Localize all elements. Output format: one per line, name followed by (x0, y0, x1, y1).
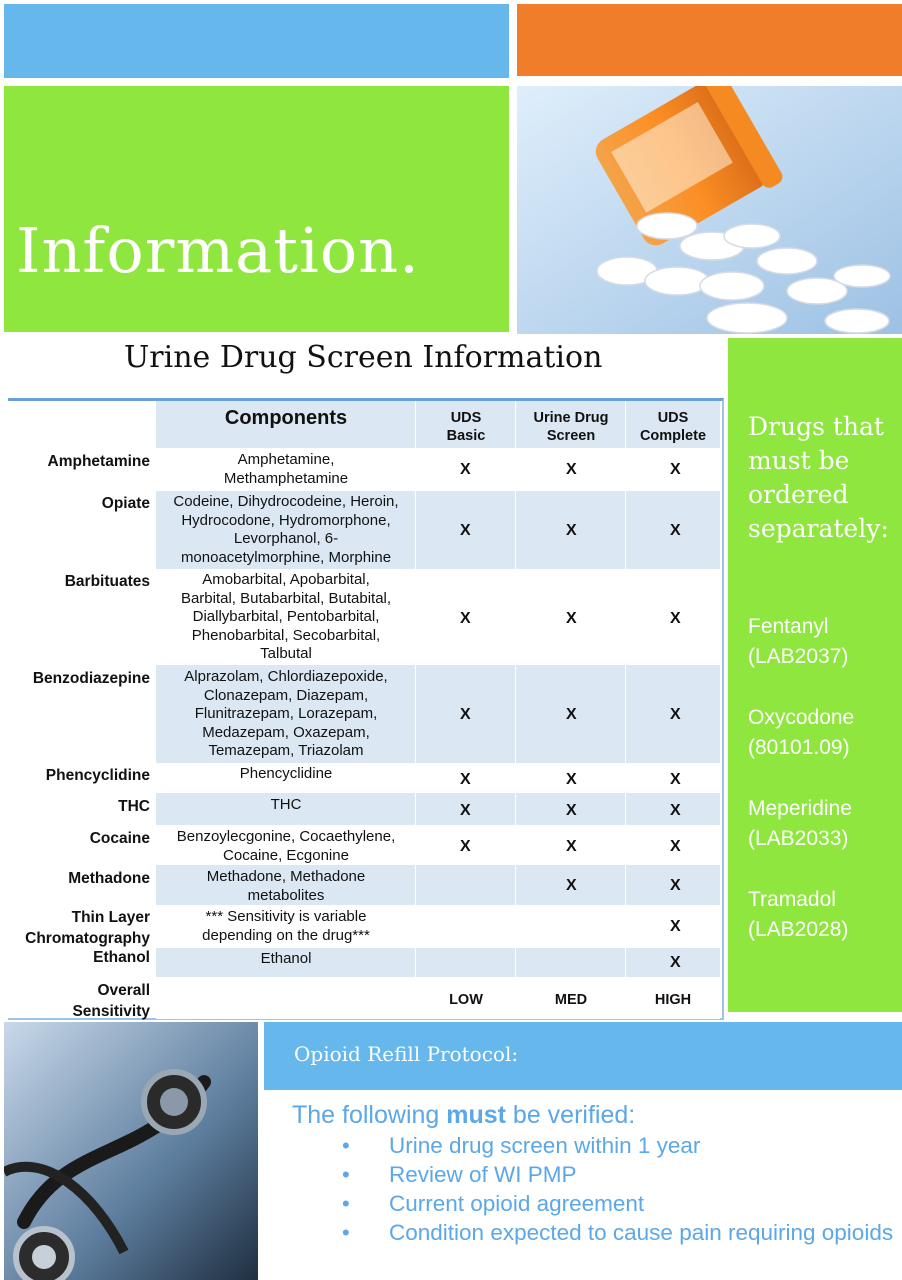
header-uds-basic: UDS Basic (446, 410, 486, 444)
row-components: THC (270, 796, 302, 813)
check-complete: X (670, 954, 681, 971)
check-complete: X (670, 802, 681, 819)
drug-name: Tramadol (748, 888, 836, 911)
verify-heading-post: be verified: (505, 1101, 636, 1129)
check-complete: X (670, 610, 681, 627)
header-urine-drug-screen: Urine Drug Screen (533, 410, 609, 444)
verify-item: Current opioid agreement (389, 1191, 645, 1216)
row-components: Methadone, Methadone metabolites (206, 868, 366, 904)
row-label: Benzodiazepine (32, 670, 150, 687)
check-basic: X (460, 838, 471, 855)
check-complete: X (670, 461, 681, 478)
verify-item: Urine drug screen within 1 year (389, 1133, 701, 1158)
check-complete: X (670, 838, 681, 855)
check-basic: X (460, 802, 471, 819)
verify-heading-pre: The following (292, 1101, 447, 1129)
drug-code: (80101.09) (748, 736, 850, 759)
check-screen: X (566, 461, 577, 478)
sensitivity-screen: MED (554, 992, 588, 1008)
row-components: Phencyclidine (239, 765, 333, 782)
row-label: Barbituates (64, 573, 150, 590)
drug-name: Fentanyl (748, 615, 829, 638)
row-label: Amphetamine (47, 453, 150, 470)
check-complete: X (670, 877, 681, 894)
check-screen: X (566, 802, 577, 819)
check-basic: X (460, 461, 471, 478)
row-components: Ethanol (260, 950, 312, 967)
verify-heading-bold: must (446, 1101, 506, 1129)
pill-bottle-photo (517, 86, 902, 334)
row-label: THC (118, 798, 150, 815)
bullet-dot: • (342, 1220, 350, 1245)
stethoscope-photo (4, 1022, 258, 1280)
drug-code: (LAB2033) (748, 827, 849, 850)
row-label: Ethanol (93, 949, 150, 966)
check-complete: X (670, 522, 681, 539)
row-components: Amobarbital, Apobarbital, Barbital, Butabarbital, Butabital, Diallybarbital, Pentobarbital, Phenobarbital, Secobarbital, Talbutal (180, 571, 392, 662)
check-basic: X (460, 771, 471, 788)
column-divider (625, 401, 626, 1019)
top-blue-banner (4, 4, 509, 78)
check-basic: X (460, 706, 471, 723)
row-label: Phencyclidine (45, 767, 150, 784)
check-screen: X (566, 838, 577, 855)
column-divider (515, 401, 516, 1019)
drug-item (748, 885, 848, 945)
top-orange-banner (517, 4, 902, 76)
drug-item (748, 794, 852, 854)
drug-item (748, 612, 848, 672)
row-label: Methadone (68, 870, 150, 887)
row-components: Benzoylecgonine, Cocaethylene, Cocaine, Ecgonine (176, 828, 396, 864)
row-components: Amphetamine, Methamphetamine (223, 451, 349, 487)
drug-code: (LAB2037) (748, 645, 849, 668)
check-screen: X (566, 771, 577, 788)
row-components: Codeine, Dihydrocodeine, Heroin, Hydrocodone, Hydromorphone, Levorphanol, 6- monoacetylmorphine, Morphine (173, 493, 399, 566)
check-basic: X (460, 522, 471, 539)
header-uds-complete: UDS Complete (639, 410, 707, 444)
check-complete: X (670, 706, 681, 723)
separate-order-title: Drugs that must be ordered separately: (748, 412, 889, 543)
sensitivity-complete: HIGH (654, 992, 692, 1008)
sensitivity-basic: LOW (449, 992, 483, 1008)
drug-name: Oxycodone (748, 706, 855, 729)
drug-name: Meperidine (748, 797, 852, 820)
uds-title: Urine Drug Screen Information (124, 340, 603, 375)
row-label: Opiate (101, 495, 150, 512)
row-label: Cocaine (89, 830, 150, 847)
separate-order-panel (728, 338, 902, 1012)
drug-item (748, 703, 854, 763)
check-screen: X (566, 610, 577, 627)
hero-panel (4, 86, 509, 332)
protocol-label: Opioid Refill Protocol: (294, 1042, 519, 1066)
protocol-bar (264, 1022, 902, 1090)
check-screen: X (566, 877, 577, 894)
verify-item: Condition expected to cause pain requiring opioids (389, 1220, 894, 1245)
verify-item: Review of WI PMP (389, 1162, 577, 1187)
hero-title: Information. (16, 214, 420, 287)
row-label: Thin Layer Chromatography (25, 909, 150, 947)
check-screen: X (566, 706, 577, 723)
check-basic: X (460, 610, 471, 627)
row-components: Alprazolam, Chlordiazepoxide, Clonazepam, Diazepam, Flunitrazepam, Lorazepam, Medazepam, Oxazepam, Temazepam, Triazolam (184, 668, 388, 759)
bullet-dot: • (342, 1191, 350, 1216)
row-label: Overall Sensitivity (72, 982, 150, 1020)
bullet-dot: • (342, 1133, 350, 1158)
header-components: Components (224, 407, 348, 429)
verify-heading (292, 1101, 635, 1130)
bullet-dot: • (342, 1162, 350, 1187)
check-screen: X (566, 522, 577, 539)
check-complete: X (670, 918, 681, 935)
uds-table (8, 398, 724, 1020)
drug-code: (LAB2028) (748, 918, 849, 941)
check-complete: X (670, 771, 681, 788)
row-components: *** Sensitivity is variable depending on the drug*** (202, 908, 370, 944)
